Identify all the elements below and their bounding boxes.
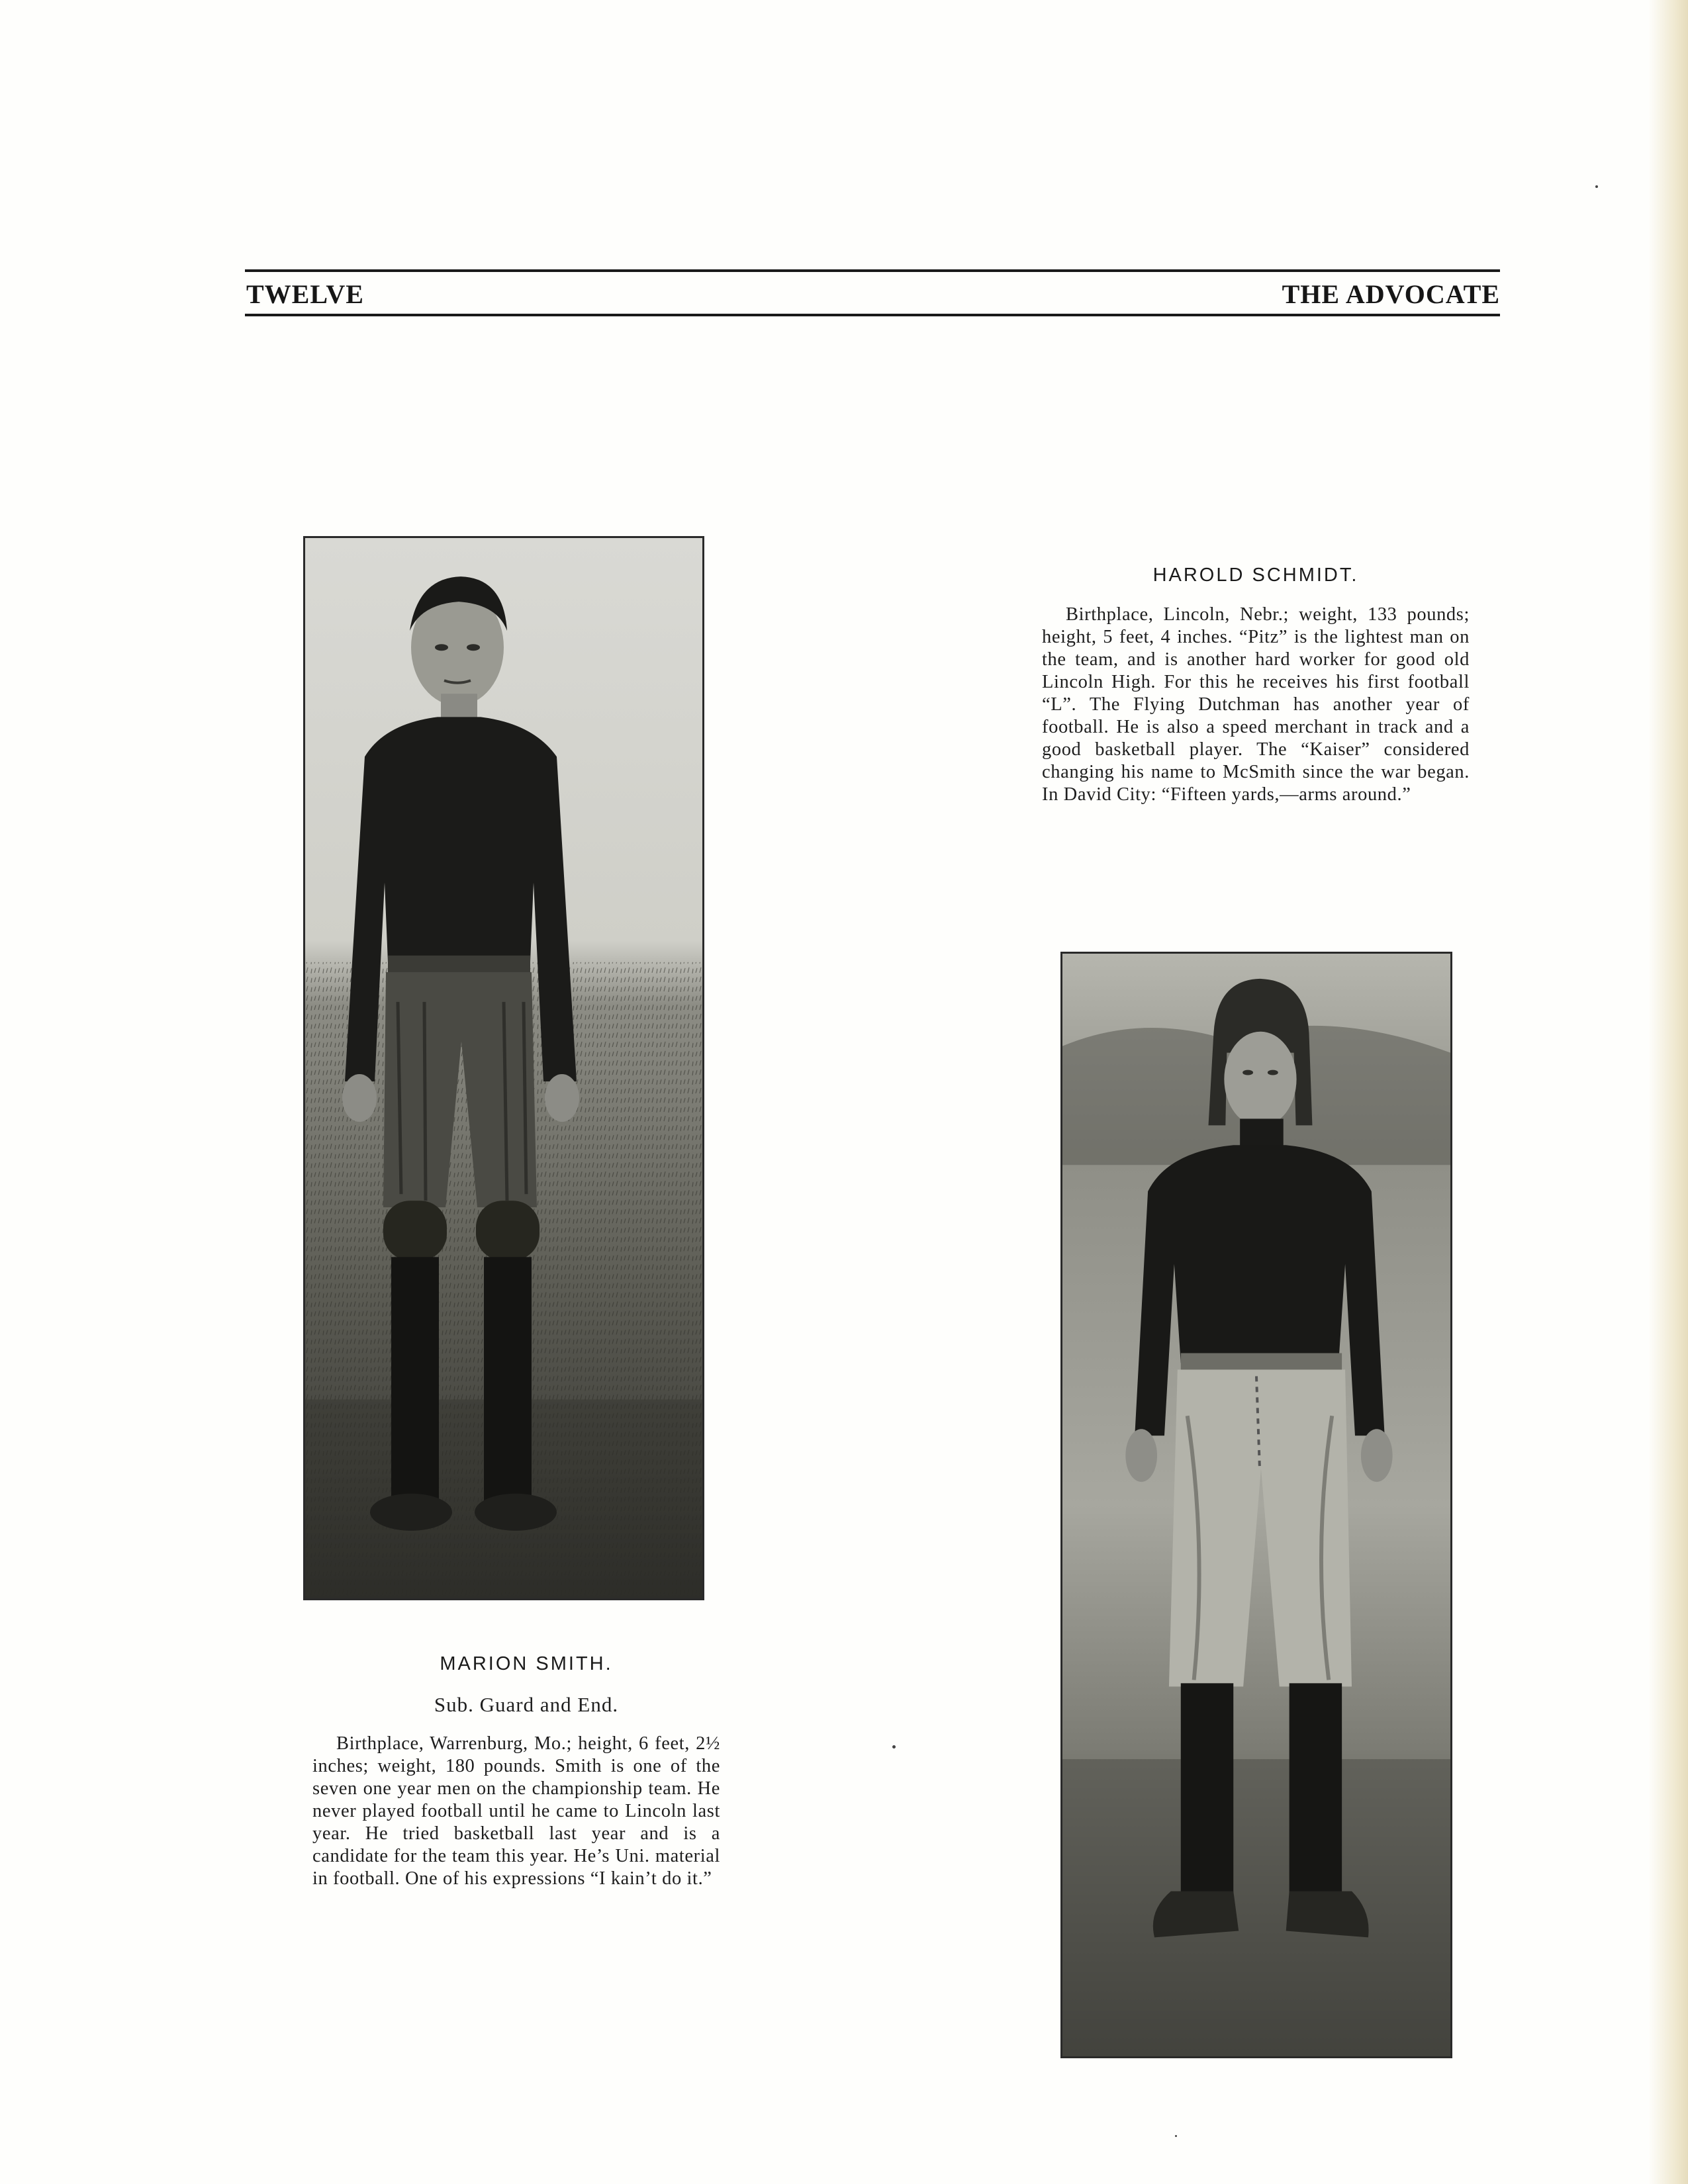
- player-photo-schmidt: [1062, 954, 1450, 2056]
- header-rule-top: [245, 269, 1500, 272]
- smith-bio: Birthplace, Warrenburg, Mo.; height, 6 feet, 2½ inches; weight, 180 pounds. Smith is one of the seven one year men on the championship team. He never played football until he came to Lincoln last year. He tried basketball last year and is a candidate for the team this year. He’s Uni. material in football. One of his expressions “I kain’t do it.”: [312, 1733, 720, 1889]
- header-rule-bottom: [245, 314, 1500, 316]
- photo-marion-smith: [303, 536, 704, 1600]
- player-photo-smith: [305, 538, 702, 1598]
- page-edge: [1648, 0, 1688, 2184]
- scan-speck: [1175, 2135, 1177, 2137]
- scan-speck: [892, 1745, 896, 1749]
- page-number-label: TWELVE: [246, 279, 364, 309]
- schmidt-bio: Birthplace, Lincoln, Nebr.; weight, 133 pounds; height, 5 feet, 4 inches. “Pitz” is the lightest man on the team, and is another hard worker for good old Lincoln High. For this he receives his first football “L”. The Flying Dutchman has another year of football. He is also a speed merchant in track and a good basketball player. The “Kaiser” considered changing his name to McSmith since the war began. In David City: “Fifteen yards,—arms around.”: [1042, 604, 1470, 805]
- schmidt-name: HAROLD SCHMIDT.: [1152, 565, 1359, 586]
- smith-position: Sub. Guard and End.: [434, 1693, 619, 1716]
- publication-title: THE ADVOCATE: [1282, 279, 1500, 309]
- smith-name: MARION SMITH.: [440, 1653, 613, 1674]
- scan-speck: [1595, 185, 1598, 188]
- photo-harold-schmidt: [1060, 952, 1452, 2058]
